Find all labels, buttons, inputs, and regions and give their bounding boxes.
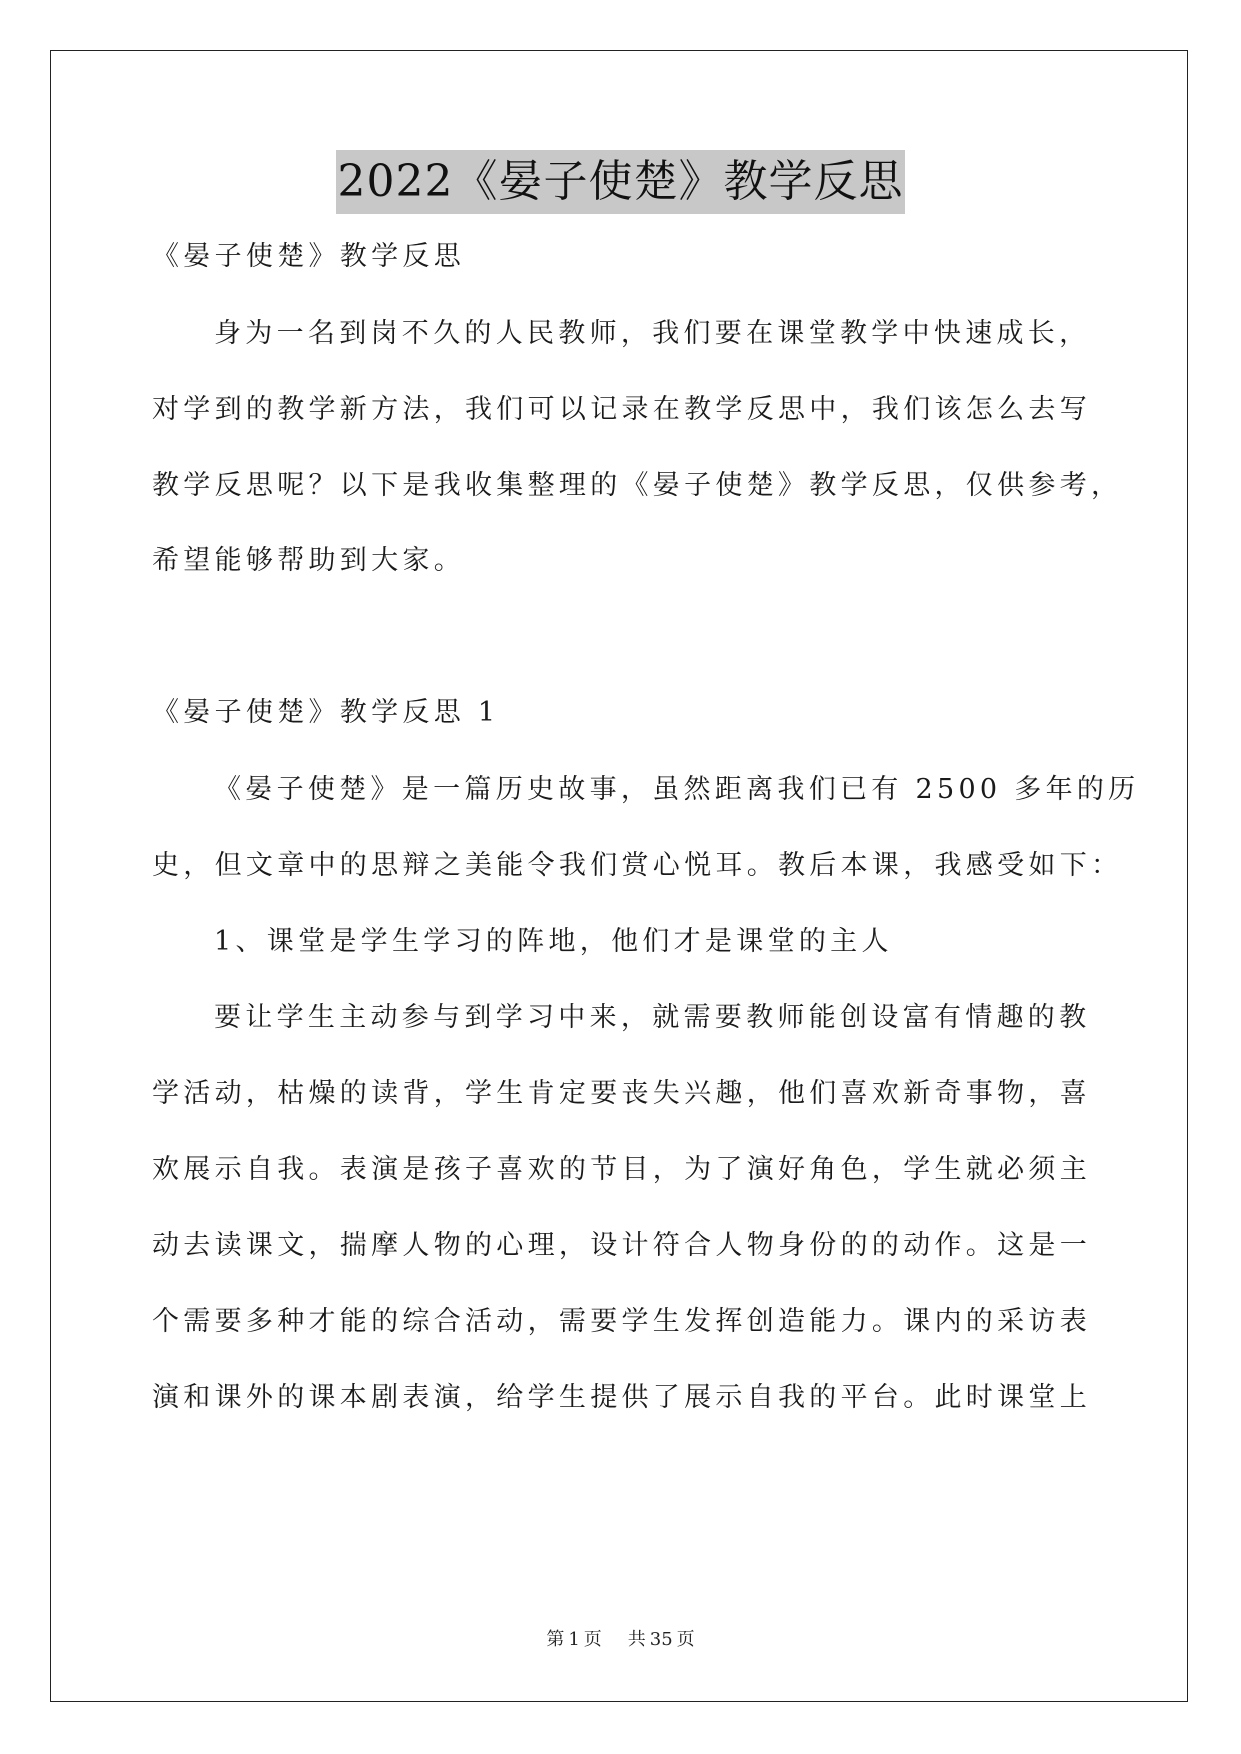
body-line-4: 要让学生主动参与到学习中来，就需要教师能创设富有情趣的教	[214, 1002, 1091, 1033]
document-title: 2022《晏子使楚》教学反思	[336, 150, 906, 214]
body-line-8: 个需要多种才能的综合活动，需要学生发挥创造能力。课内的采访表	[152, 1306, 1091, 1337]
section-heading: 《晏子使楚》教学反思 1	[152, 697, 500, 728]
subtitle: 《晏子使楚》教学反思	[152, 241, 465, 272]
body-line-1: 《晏子使楚》是一篇历史故事，虽然距离我们已有 2500 多年的历	[214, 774, 1140, 805]
body-line-2: 史，但文章中的思辩之美能令我们赏心悦耳。教后本课，我感受如下：	[152, 850, 1123, 881]
page-suffix: 页	[583, 1629, 602, 1650]
page-footer	[0, 1625, 1241, 1651]
body-line-6: 欢展示自我。表演是孩子喜欢的节目，为了演好角色，学生就必须主	[152, 1154, 1091, 1185]
intro-line-4: 希望能够帮助到大家。	[152, 545, 465, 576]
intro-line-2: 对学到的教学新方法，我们可以记录在教学反思中，我们该怎么去写	[152, 394, 1091, 425]
intro-line-3: 教学反思呢？以下是我收集整理的《晏子使楚》教学反思，仅供参考，	[152, 470, 1123, 501]
body-line-7: 动去读课文，揣摩人物的心理，设计符合人物身份的的动作。这是一	[152, 1230, 1091, 1261]
page-prefix: 第	[546, 1629, 565, 1650]
title-container	[0, 150, 1241, 214]
page-number: 1	[568, 1629, 580, 1650]
total-prefix: 共	[627, 1629, 646, 1650]
body-line-9: 演和课外的课本剧表演，给学生提供了展示自我的平台。此时课堂上	[152, 1382, 1091, 1413]
total-pages: 35	[649, 1629, 673, 1650]
body-line-3: 1、课堂是学生学习的阵地，他们才是课堂的主人	[214, 926, 893, 957]
body-line-5: 学活动，枯燥的读背，学生肯定要丧失兴趣，他们喜欢新奇事物，喜	[152, 1078, 1091, 1109]
intro-line-1: 身为一名到岗不久的人民教师，我们要在课堂教学中快速成长，	[214, 318, 1091, 349]
total-suffix: 页	[676, 1629, 695, 1650]
